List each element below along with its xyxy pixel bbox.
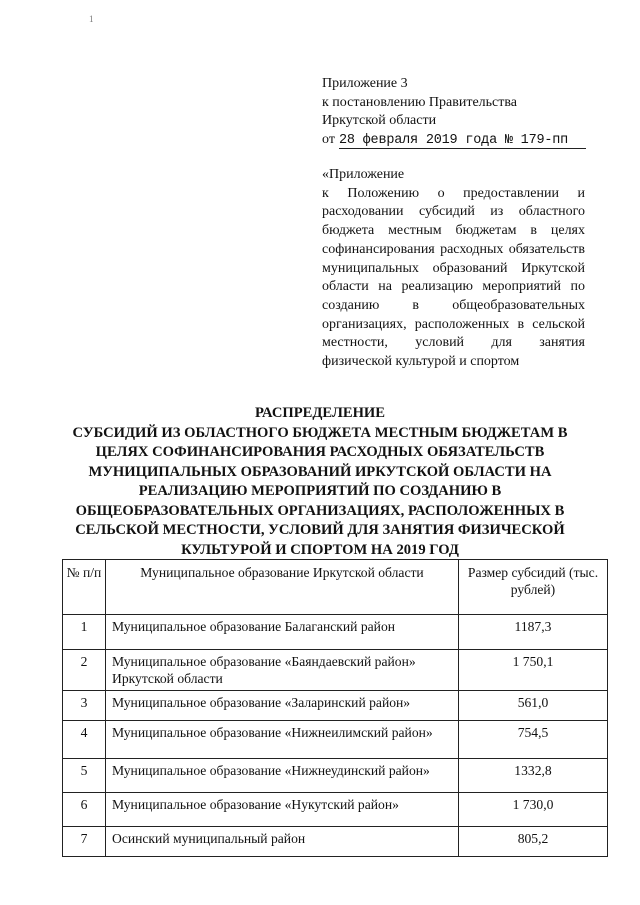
row-amount: 1187,3 <box>459 615 608 650</box>
document-title <box>52 404 588 560</box>
row-num: 3 <box>63 691 106 721</box>
row-name: Муниципальное образование «Баяндаевский район» Иркутской области <box>106 650 459 691</box>
row-name: Муниципальное образование Балаганский район <box>106 615 459 650</box>
table-row <box>63 827 608 857</box>
subsidy-table <box>62 559 608 857</box>
row-name: Муниципальное образование «Нижнеилимский район» <box>106 721 459 759</box>
row-amount: 1 730,0 <box>459 793 608 827</box>
header-num: № п/п <box>63 560 106 615</box>
row-name: Осинский муниципальный район <box>106 827 459 857</box>
row-amount: 1 750,1 <box>459 650 608 691</box>
appendix-region: Иркутской области <box>322 113 437 128</box>
appendix-number: Приложение 3 <box>322 76 408 91</box>
title-main: РАСПРЕДЕЛЕНИЕ <box>254 405 386 421</box>
appendix-block <box>322 75 597 150</box>
row-num: 2 <box>63 650 106 691</box>
appendix-resolution: к постановлению Правительства <box>322 94 518 110</box>
date-prefix: от <box>322 131 335 147</box>
table-row <box>63 759 608 793</box>
table-row <box>63 793 608 827</box>
row-num: 6 <box>63 793 106 827</box>
table-header-row <box>63 560 608 615</box>
table-row <box>63 615 608 650</box>
row-amount: 805,2 <box>459 827 608 857</box>
resolution-date: 28 февраля 2019 года № 179-пп <box>339 133 586 149</box>
regulation-appendix-text: к Положению о предоставлении и расходовании субсидий из областного бюджета местным бюджетам в целях софинансирования расходных обязательств муниципальных образований Иркутской области на реализацию мероприятий по созданию в общеобразовательных организациях, расположенных в сельской местности, условий для занятия физической культурой и спортом <box>322 185 585 370</box>
table-row <box>63 650 608 691</box>
page-mark: 1 <box>89 14 94 24</box>
table-row <box>63 721 608 759</box>
row-num: 1 <box>63 615 106 650</box>
regulation-appendix-heading: «Приложение <box>322 167 405 182</box>
row-name: Муниципальное образование «Заларинский район» <box>106 691 459 721</box>
regulation-appendix <box>322 166 585 372</box>
row-name: Муниципальное образование «Нукутский район» <box>106 793 459 827</box>
row-num: 4 <box>63 721 106 759</box>
appendix-date-line <box>322 131 597 151</box>
row-amount: 754,5 <box>459 721 608 759</box>
row-num: 5 <box>63 759 106 793</box>
table-row <box>63 691 608 721</box>
row-num: 7 <box>63 827 106 857</box>
row-name: Муниципальное образование «Нижнеудинский район» <box>106 759 459 793</box>
title-subtitle: СУБСИДИЙ ИЗ ОБЛАСТНОГО БЮДЖЕТА МЕСТНЫМ БЮДЖЕТАМ В ЦЕЛЯХ СОФИНАНСИРОВАНИЯ РАСХОДНЫХ ОБЯЗАТЕЛЬСТВ МУНИЦИПАЛЬНЫХ ОБРАЗОВАНИЙ ИРКУТСКОЙ ОБЛАСТИ НА РЕАЛИЗАЦИЮ МЕРОПРИЯТИЙ ПО СОЗДАНИЮ В ОБЩЕОБРАЗОВАТЕЛЬНЫХ ОРГАНИЗАЦИЯХ, РАСПОЛОЖЕННЫХ В СЕЛЬСКОЙ МЕСТНОСТИ, УСЛОВИЙ ДЛЯ ЗАНЯТИЯ ФИЗИЧЕСКОЙ КУЛЬТУРОЙ И СПОРТОМ НА 2019 ГОД <box>72 424 568 558</box>
row-amount: 1332,8 <box>459 759 608 793</box>
row-amount: 561,0 <box>459 691 608 721</box>
header-amount: Размер субсидий (тыс. рублей) <box>459 560 608 615</box>
header-name: Муниципальное образование Иркутской области <box>106 560 459 615</box>
